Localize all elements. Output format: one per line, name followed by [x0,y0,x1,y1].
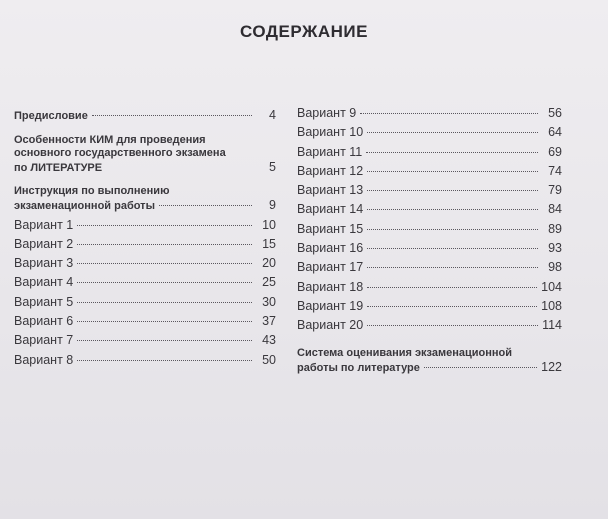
toc-entry-page: 89 [548,221,562,236]
toc-entry-label: Вариант 3 [14,256,74,271]
leader-dots [77,225,252,226]
toc-entry-page: 93 [548,241,562,256]
toc-entry-label: Вариант 14 [297,202,364,217]
toc-entry-variant-15[interactable] [297,222,562,241]
toc-entry-variant-3[interactable] [14,256,276,275]
toc-entry-page: 25 [262,275,276,290]
toc-right-column [297,106,562,375]
toc-entry-variant-9[interactable] [297,106,562,125]
leader-dots [367,267,538,268]
toc-entry-line: экзаменационной работы [14,200,155,212]
toc-entry-page: 20 [262,256,276,271]
toc-entry-label: Вариант 18 [297,279,364,294]
toc-entry-label: Вариант 17 [297,260,364,275]
toc-entry-variant-1[interactable] [14,218,276,237]
toc-entry-grading[interactable] [297,347,562,376]
toc-entry-label: Вариант 11 [297,144,363,159]
toc-entry-label: Предисловие [14,110,88,122]
toc-entry-variant-7[interactable] [14,333,276,352]
toc-entry-label: Вариант 7 [14,333,74,348]
leader-dots [367,190,538,191]
leader-dots [367,209,538,210]
toc-entry-page: 9 [269,198,276,212]
toc-entry-label: Вариант 1 [14,217,74,232]
leader-dots [360,113,538,114]
toc-entry-variant-2[interactable] [14,237,276,256]
toc-entry-variant-18[interactable] [297,280,562,299]
toc-entry-label: Вариант 15 [297,221,364,236]
toc-entry-variant-20[interactable] [297,318,562,337]
leader-space [106,167,252,168]
toc-entry-label: Вариант 5 [14,294,74,309]
toc-entry-label: Вариант 19 [297,298,364,313]
toc-entry-page: 10 [262,217,276,232]
leader-dots [367,171,538,172]
toc-entry-page: 98 [548,260,562,275]
page-title: СОДЕРЖАНИЕ [240,22,368,41]
toc-entry-page: 69 [548,144,562,159]
toc-entry-label: Вариант 4 [14,275,74,290]
toc-entry-variant-6[interactable] [14,314,276,333]
leader-dots [77,302,252,303]
leader-dots [366,152,538,153]
toc-entry-label: Вариант 2 [14,236,74,251]
leader-dots [367,132,538,133]
leader-dots [367,229,538,230]
leader-dots [77,360,252,361]
toc-entry-variant-4[interactable] [14,275,276,294]
toc-entry-features[interactable] [14,134,276,176]
toc-entry-line: Особенности КИМ для проведения [14,133,206,146]
toc-entry-page: 74 [548,163,562,178]
toc-entry-variant-19[interactable] [297,299,562,318]
leader-dots [77,321,252,322]
toc-entry-variant-17[interactable] [297,260,562,279]
toc-entry-label: Вариант 16 [297,241,364,256]
toc-entry-label: Вариант 6 [14,313,74,328]
toc-entry-label: Вариант 13 [297,183,364,198]
leader-dots [77,340,252,341]
toc-entry-variant-10[interactable] [297,125,562,144]
leader-dots [367,306,537,307]
toc-entry-page: 122 [541,359,562,374]
toc-entry-variant-12[interactable] [297,164,562,183]
toc-entry-label: Вариант 12 [297,163,364,178]
toc-entry-page: 64 [548,125,562,140]
leader-dots [77,263,252,264]
toc-entry-variant-16[interactable] [297,241,562,260]
leader-dots [367,248,538,249]
toc-entry-instructions[interactable] [14,185,276,214]
toc-entry-page: 30 [262,294,276,309]
toc-entry-label: Вариант 9 [297,106,357,120]
leader-dots [77,282,252,283]
leader-dots [77,244,252,245]
toc-entry-page: 4 [269,108,276,122]
toc-entry-page: 114 [542,318,562,333]
toc-entry-line: Инструкция по выполнению [14,185,170,197]
toc-entry-line: основного государственного экзамена [14,146,226,159]
toc-entry-label: Вариант 20 [297,318,364,333]
toc-entry-page: 50 [262,352,276,367]
toc-entry-variant-5[interactable] [14,295,276,314]
toc-entry-page: 104 [541,279,562,294]
toc-entry-page: 56 [548,106,562,120]
toc-entry-page: 43 [262,333,276,348]
toc-entry-line: работы по литературе [297,361,420,374]
toc-entry-preface[interactable] [14,108,276,124]
toc-entry-page: 79 [548,183,562,198]
toc-left-column [14,108,276,372]
toc-entry-label: Вариант 10 [297,125,364,140]
toc-entry-page: 5 [269,159,276,174]
leader-dots [92,115,252,116]
leader-dots [367,325,538,326]
toc-entry-page: 15 [262,236,276,251]
leader-dots [424,367,537,368]
toc-entry-line: по ЛИТЕРАТУРЕ [14,161,103,174]
toc-entry-variant-11[interactable] [297,145,562,164]
toc-entry-variant-13[interactable] [297,183,562,202]
toc-entry-variant-8[interactable] [14,353,276,372]
toc-entry-line: Система оценивания экзаменационной [297,346,513,359]
toc-entry-label: Вариант 8 [14,352,74,367]
leader-dots [367,287,537,288]
leader-dots [159,205,252,206]
toc-entry-variant-14[interactable] [297,202,562,221]
toc-entry-page: 37 [262,313,276,328]
toc-entry-page: 84 [548,202,562,217]
toc-entry-page: 108 [541,298,562,313]
